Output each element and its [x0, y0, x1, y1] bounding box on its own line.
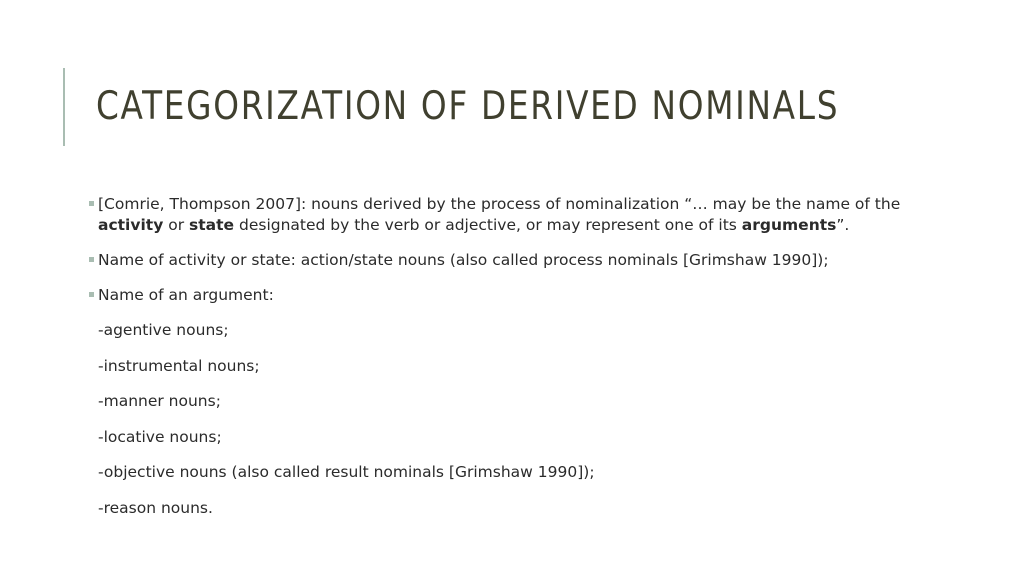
bold-term-state: state [189, 216, 235, 234]
slide-title: CATEGORIZATION OF DERIVED NOMINALS [96, 84, 840, 129]
bullet-square-icon [89, 201, 94, 206]
sub-item-objective: -objective nouns (also called result nominals [Grimshaw 1990]); [98, 463, 595, 481]
sub-item-locative: -locative nouns; [98, 427, 222, 446]
bullet-text: Name of an argument: [98, 286, 274, 304]
bullet-text-part: designated by the verb or adjective, or may represent one of its [234, 216, 742, 234]
bold-term-arguments: arguments [741, 216, 837, 234]
bullet-text-part: [Comrie, Thompson 2007]: nouns derived by the process of nominalization “… may be the name of the [98, 195, 901, 213]
sub-item-reason: -reason nouns. [98, 498, 213, 517]
sub-item-agentive: -agentive nouns; [98, 321, 229, 339]
bullet-text-part: ”. [836, 216, 850, 234]
sub-item-instrumental: -instrumental nouns; [98, 356, 260, 375]
bullet-square-icon [89, 292, 94, 297]
bullet-square-icon [89, 257, 94, 262]
bullet-item-activity-state [88, 250, 918, 271]
slide-content [88, 194, 918, 533]
bullet-text: Name of activity or state: action/state nouns (also called process nominals [Grimshaw 1990]); [98, 251, 829, 269]
title-accent-bar [63, 68, 65, 146]
bullet-text-part: or [163, 216, 190, 234]
bullet-item-argument [88, 285, 918, 306]
sub-item-manner: -manner nouns; [98, 392, 221, 410]
bold-term-activity: activity [98, 216, 164, 234]
bullet-item-comrie [88, 194, 918, 236]
